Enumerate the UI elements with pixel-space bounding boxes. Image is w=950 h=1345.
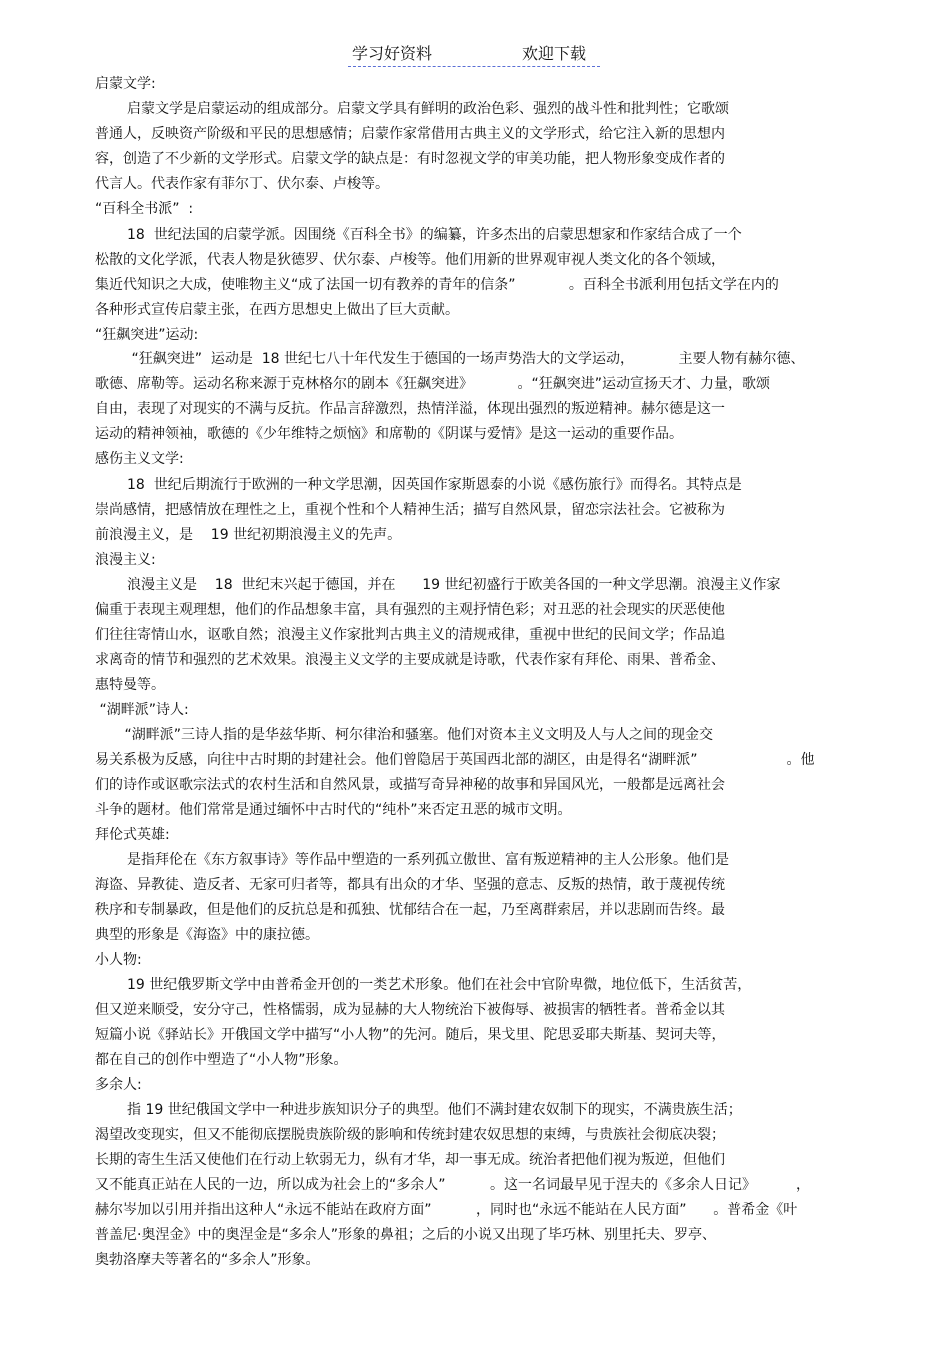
section-heading: “百科全书派” : xyxy=(95,201,194,217)
body-line: 容，创造了不少新的文学形式。启蒙文学的缺点是：有时忽视文学的审美功能，把人物形象变成作者的 xyxy=(95,151,725,167)
body-line: 崇尚感情，把感情放在理性之上，重视个性和个人精神生活；描写自然风景，留恋宗法社会。它被称为 xyxy=(95,502,725,518)
body-line: 指 19 世纪俄国文学中一种进步族知识分子的典型。他们不满封建农奴制下的现实，不满贵族生活； xyxy=(127,1102,742,1118)
section-heading: 感伤主义文学: xyxy=(95,451,184,467)
body-line: 奥勃洛摩夫等著名的“多余人”形象。 xyxy=(95,1252,320,1268)
body-line: 偏重于表现主观理想，他们的作品想象丰富，具有强烈的主观抒情色彩；对丑恶的社会现实的厌恶使他 xyxy=(95,602,725,618)
body-line: 自由，表现了对现实的不满与反抗。作品言辞激烈，热情洋溢，体现出强烈的叛逆精神。赫尔德是这一 xyxy=(95,401,725,417)
body-line: 都在自己的创作中塑造了“小人物”形象。 xyxy=(95,1052,348,1068)
body-line: 集近代知识之大成，使唯物主义“成了法国一切有教养的青年的信条” 。百科全书派利用包括文学在内的 xyxy=(95,277,779,293)
body-line: 赫尔岑加以引用并指出这种人“永远不能站在政府方面” ，同时也“永远不能站在人民方面” 。普希金《叶 xyxy=(95,1202,798,1218)
section-heading: 小人物: xyxy=(95,952,142,968)
body-line: 海盗、异教徒、造反者、无家可归者等，都具有出众的才华、坚强的意志、反叛的热情，敢于蔑视传统 xyxy=(95,877,725,893)
body-line: 是指拜伦在《东方叙事诗》等作品中塑造的一系列孤立傲世、富有叛逆精神的主人公形象。他们是 xyxy=(127,852,729,868)
body-line: 18 世纪后期流行于欧洲的一种文学思潮，因英国作家斯恩泰的小说《感伤旅行》而得名。其特点是 xyxy=(127,477,742,493)
body-line: 渴望改变现实，但又不能彻底摆脱贵族阶级的影响和传统封建农奴思想的束缚，与贵族社会彻底决裂； xyxy=(95,1127,725,1143)
body-line: 运动的精神领袖，歌德的《少年维特之烦恼》和席勒的《阴谋与爱情》是这一运动的重要作品。 xyxy=(95,426,683,442)
header-right-title: 欢迎下载 xyxy=(522,44,587,63)
body-line: 短篇小说《驿站长》开俄国文学中描写“小人物”的先河。随后，果戈里、陀思妥耶夫斯基、契诃夫等， xyxy=(95,1027,726,1043)
body-line: 启蒙文学是启蒙运动的组成部分。启蒙文学具有鲜明的政治色彩、强烈的战斗性和批判性；它歌颂 xyxy=(127,101,729,117)
page-header xyxy=(348,40,600,67)
section-heading: “湖畔派”诗人: xyxy=(95,702,189,718)
body-line: 代言人。代表作家有菲尔丁、伏尔泰、卢梭等。 xyxy=(95,176,389,192)
body-line: 但又逆来顺受，安分守己，性格懦弱，成为显赫的大人物统治下被侮辱、被损害的牺牲者。普希金以其 xyxy=(95,1002,725,1018)
section-heading: 多余人: xyxy=(95,1077,142,1093)
body-line: 普通人，反映资产阶级和平民的思想感情；启蒙作家常借用古典主义的文学形式，给它注入新的思想内 xyxy=(95,126,725,142)
body-line: 前浪漫主义，是 19 世纪初期浪漫主义的先声。 xyxy=(95,527,402,543)
section-heading: 拜伦式英雄: xyxy=(95,827,170,843)
section-heading: 浪漫主义: xyxy=(95,552,156,568)
header-left-title: 学习好资料 xyxy=(352,44,433,63)
body-line: 歌德、席勒等。运动名称来源于克林格尔的剧本《狂飙突进》 。“狂飙突进”运动宣扬天才、力量，歌颂 xyxy=(95,376,771,392)
body-line: 们的诗作或讴歌宗法式的农村生活和自然风景，或描写奇异神秘的故事和异国风光，一般都是远离社会 xyxy=(95,777,725,793)
body-line: 18 世纪法国的启蒙学派。因围绕《百科全书》的编纂，许多杰出的启蒙思想家和作家结合成了一个 xyxy=(127,227,742,243)
body-line: 斗争的题材。他们常常是通过缅怀中古时代的“纯朴”来否定丑恶的城市文明。 xyxy=(95,802,572,818)
body-line: “湖畔派”三诗人指的是华兹华斯、柯尔律治和骚塞。他们对资本主义文明及人与人之间的现金交 xyxy=(120,727,713,743)
body-line: 易关系极为反感，向往中古时期的封建社会。他们曾隐居于英国西北部的湖区，由是得名“湖畔派” 。他 xyxy=(95,752,815,768)
body-line: 秩序和专制暴政，但是他们的反抗总是和孤独、忧郁结合在一起，乃至离群索居，并以悲剧而告终。最 xyxy=(95,902,725,918)
body-line: 浪漫主义是 18 世纪末兴起于德国，并在 19 世纪初盛行于欧美各国的一种文学思潮。浪漫主义作家 xyxy=(127,577,781,593)
body-line: 们往往寄情山水，讴歌自然；浪漫主义作家批判古典主义的清规戒律，重视中世纪的民间文学；作品追 xyxy=(95,627,725,643)
body-line: 各种形式宣传启蒙主张，在西方思想史上做出了巨大贡献。 xyxy=(95,302,459,318)
body-line: “狂飙突进” 运动是 18 世纪七八十年代发生于德国的一场声势浩大的文学运动， 主要人物有赫尔德、 xyxy=(127,351,805,367)
section-heading: “狂飙突进”运动: xyxy=(95,327,199,343)
body-line: 19 世纪俄罗斯文学中由普希金开创的一类艺术形象。他们在社会中官阶卑微，地位低下，生活贫苦， xyxy=(127,977,752,993)
body-line: 惠特曼等。 xyxy=(95,677,165,693)
body-line: 普盖尼·奥涅金》中的奥涅金是“多余人”形象的鼻祖；之后的小说又出现了毕巧林、别里托夫、罗亭、 xyxy=(95,1227,716,1243)
section-heading: 启蒙文学: xyxy=(95,76,156,92)
body-line: 长期的寄生生活又使他们在行动上软弱无力，纵有才华，却一事无成。统治者把他们视为叛逆，但他们 xyxy=(95,1152,725,1168)
body-line: 求离奇的情节和强烈的艺术效果。浪漫主义文学的主要成就是诗歌，代表作家有拜伦、雨果、普希金、 xyxy=(95,652,725,668)
body-line: 又不能真正站在人民的一边，所以成为社会上的“多余人” 。这一名词最早见于涅夫的《多余人日记》 ， xyxy=(95,1177,811,1193)
body-line: 典型的形象是《海盗》中的康拉德。 xyxy=(95,927,319,943)
body-line: 松散的文化学派，代表人物是狄德罗、伏尔泰、卢梭等。他们用新的世界观审视人类文化的各个领域， xyxy=(95,252,725,268)
